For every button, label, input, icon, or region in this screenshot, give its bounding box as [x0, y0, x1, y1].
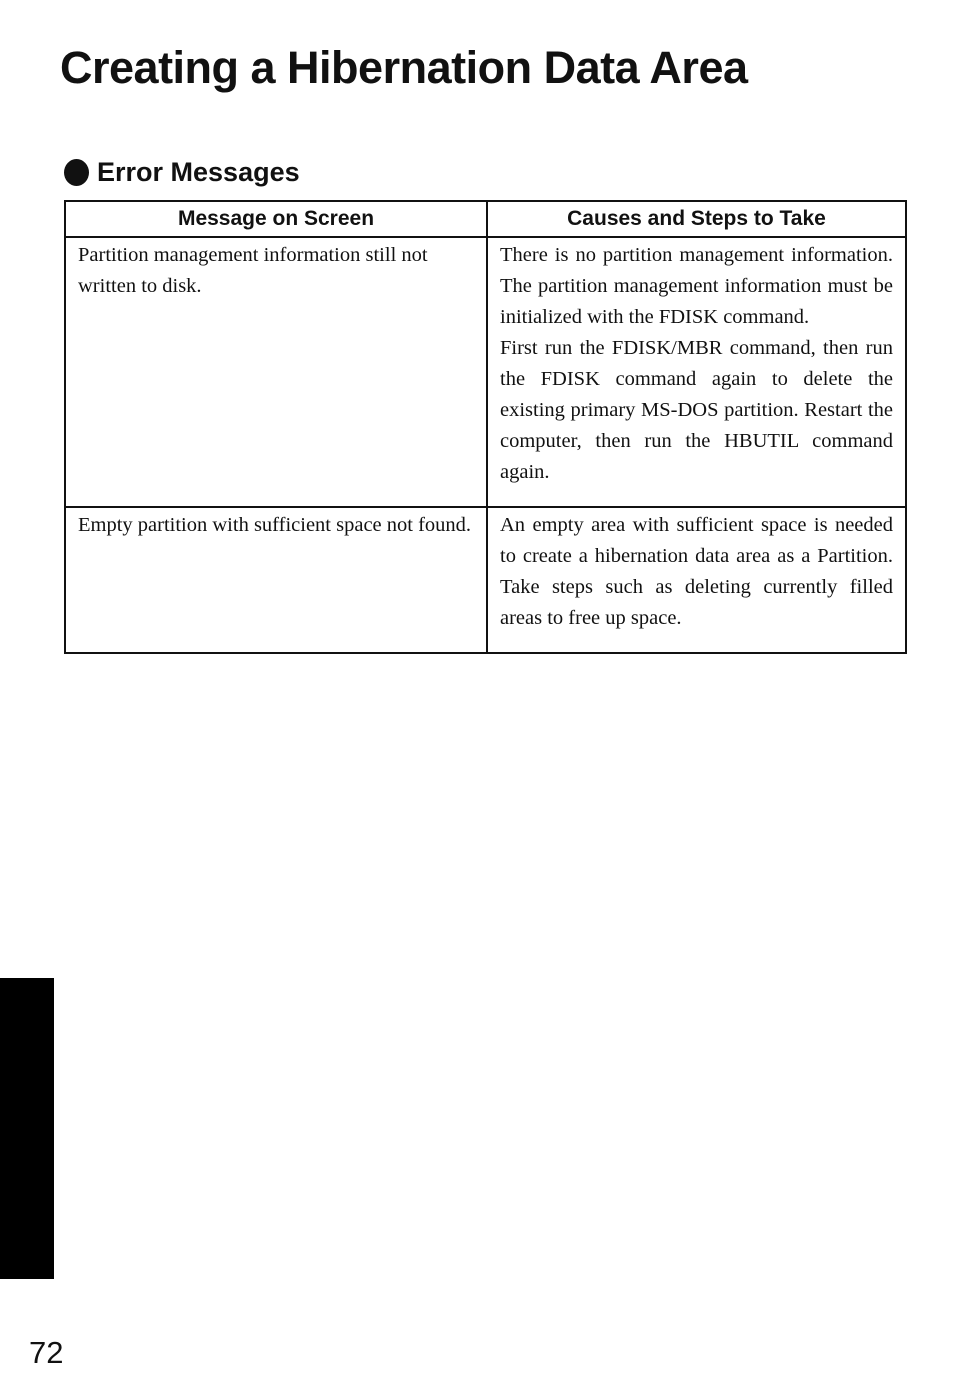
header-causes-and-steps: Causes and Steps to Take: [487, 201, 906, 237]
section-heading: [64, 155, 300, 189]
table-row: [65, 507, 906, 653]
cause-paragraph: First run the FDISK/MBR command, then run the FDISK command again to delete the existing primary MS-DOS partition. Restart the computer, then run the HBUTIL command again.: [500, 337, 893, 483]
section-heading-label: Error Messages: [97, 157, 300, 187]
cause-paragraph: An empty area with sufficient space is needed to create a hibernation data area as a Partition. Take steps such as deleting currently filled areas to free up space.: [500, 514, 893, 629]
table-header-row: [65, 201, 906, 237]
chapter-side-tab: [0, 978, 54, 1279]
cause-cell: [487, 507, 906, 653]
cause-paragraph: There is no partition management information. The partition management information must be initialized with the FDISK command.: [500, 244, 893, 328]
header-message-on-screen: Message on Screen: [65, 201, 487, 237]
table-row: [65, 237, 906, 507]
error-messages-table: [64, 200, 907, 654]
message-cell: Empty partition with sufficient space not found.: [65, 507, 487, 653]
cause-cell: [487, 237, 906, 507]
message-cell: Partition management information still not written to disk.: [65, 237, 487, 507]
filled-circle-icon: [64, 159, 89, 186]
page-number: 72: [29, 1335, 64, 1370]
page-title: Creating a Hibernation Data Area: [60, 42, 748, 93]
